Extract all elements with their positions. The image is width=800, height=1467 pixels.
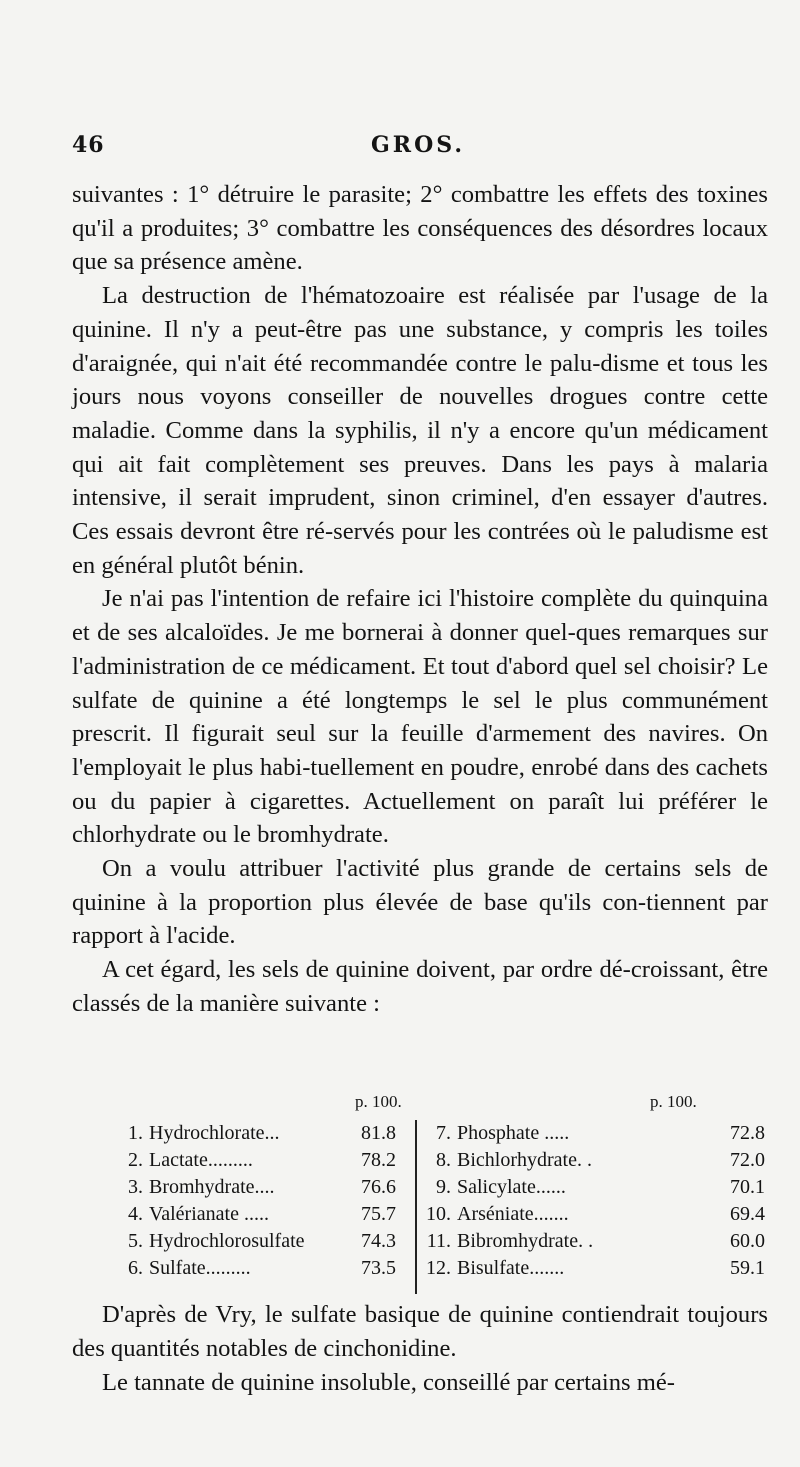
salt-name: Bisulfate.......: [457, 1257, 565, 1279]
row-number: 5.: [128, 1230, 143, 1252]
row-number: 11.: [426, 1230, 451, 1252]
row-number: 7.: [436, 1122, 451, 1144]
salt-percentage: 69.4: [730, 1203, 765, 1225]
table-column-right: [415, 1120, 765, 1294]
salt-percentage: 78.2: [361, 1149, 396, 1171]
paragraph: D'après de Vry, le sulfate basique de quinine contiendrait toujours des quantités notables de cinchonidine.: [72, 1301, 768, 1362]
salt-percentage: 81.8: [361, 1122, 396, 1144]
salt-percentage: 59.1: [730, 1257, 765, 1279]
row-number: 2.: [128, 1149, 143, 1171]
salt-name: Arséniate.......: [457, 1203, 569, 1225]
table-row: [115, 1147, 410, 1174]
salt-name: Sulfate.........: [149, 1257, 251, 1279]
row-number: 9.: [436, 1176, 451, 1198]
row-number: 6.: [128, 1257, 143, 1279]
row-number: 4.: [128, 1203, 143, 1225]
row-number: 3.: [128, 1176, 143, 1198]
salt-name: Hydrochlorate...: [149, 1122, 280, 1144]
paragraph: Le tannate de quinine insoluble, conseillé par certains mé-: [102, 1369, 675, 1396]
table-row: [115, 1255, 410, 1282]
page-number: 46: [72, 132, 105, 158]
salt-name: Bibromhydrate. .: [457, 1230, 594, 1252]
table-row: [115, 1228, 410, 1255]
salt-name: Valérianate .....: [149, 1203, 269, 1225]
paragraph: A cet égard, les sels de quinine doivent, par ordre dé-croissant, être classés de la manière suivante :: [72, 956, 768, 1017]
salt-percentage: 70.1: [730, 1176, 765, 1198]
salt-name: Bichlorhydrate. .: [457, 1149, 592, 1171]
table-column-left: [115, 1120, 410, 1282]
table-row: [425, 1228, 765, 1255]
body-text: [72, 178, 768, 1021]
row-number: 10.: [426, 1203, 451, 1225]
salt-percentage: 60.0: [730, 1230, 765, 1252]
page-header: [68, 132, 768, 162]
salt-percentage: 72.8: [730, 1122, 765, 1144]
table-row: [115, 1174, 410, 1201]
salt-percentage: 76.6: [361, 1176, 396, 1198]
closing-text: [72, 1298, 768, 1400]
table-row: [425, 1147, 765, 1174]
paragraph: La destruction de l'hématozoaire est réalisée par l'usage de la quinine. Il n'y a peut-être pas une substance, y compris les toiles d'araignée, qui n'ait été recommandée contre le palu-disme et tous les jours nous voyons conseiller de nouvelles drogues contre cette maladie. Comme dans la syphilis, il n'y a encore qu'un médicament qui ait fait complètement ses preuves. Dans les pays à malaria intensive, il serait imprudent, sinon criminel, d'en essayer d'autres. Ces essais devront être ré-servés pour les contrées où le paludisme est en général plutôt bénin.: [72, 282, 768, 579]
salt-name: Hydrochlorosulfate: [149, 1230, 305, 1252]
row-number: 8.: [436, 1149, 451, 1171]
row-number: 12.: [426, 1257, 451, 1279]
salt-name: Salicylate......: [457, 1176, 566, 1198]
paragraph: Je n'ai pas l'intention de refaire ici l'histoire complète du quinquina et de ses alcaloïdes. Je me bornerai à donner quel-ques remarques sur l'administration de ce médicament. Et tout d'abord quel sel choisir? Le sulfate de quinine a été longtemps le sel le plus communément prescrit. Il figurait seul sur la feuille d'armement des navires. On l'employait le plus habi-tuellement en poudre, enrobé dans des cachets ou du papier à cigarettes. Actuellement on paraît lui préférer le chlorhydrate ou le bromhydrate.: [72, 585, 768, 849]
table-row: [425, 1174, 765, 1201]
salt-name: Lactate.........: [149, 1149, 253, 1171]
salt-percentage: 73.5: [361, 1257, 396, 1279]
salt-percentage: 74.3: [361, 1230, 396, 1252]
salt-percentage: 75.7: [361, 1203, 396, 1225]
row-number: 1.: [128, 1122, 143, 1144]
unit-label-left: p. 100.: [355, 1092, 402, 1111]
salt-percentage: 72.0: [730, 1149, 765, 1171]
table-row: [115, 1201, 410, 1228]
running-title: GROS.: [371, 132, 465, 158]
unit-label-right: p. 100.: [650, 1092, 697, 1111]
table-row: [425, 1120, 765, 1147]
table-row: [115, 1120, 410, 1147]
salt-name: Bromhydrate....: [149, 1176, 275, 1198]
paragraph: suivantes : 1° détruire le parasite; 2° combattre les effets des toxines qu'il a produites; 3° combattre les conséquences des désordres locaux que sa présence amène.: [72, 181, 768, 276]
table-row: [425, 1201, 765, 1228]
paragraph: On a voulu attribuer l'activité plus grande de certains sels de quinine à la proportion plus élevée de base qu'ils con-tiennent par rapport à l'acide.: [72, 855, 768, 950]
salt-name: Phosphate .....: [457, 1122, 570, 1144]
table-row: [425, 1255, 765, 1282]
